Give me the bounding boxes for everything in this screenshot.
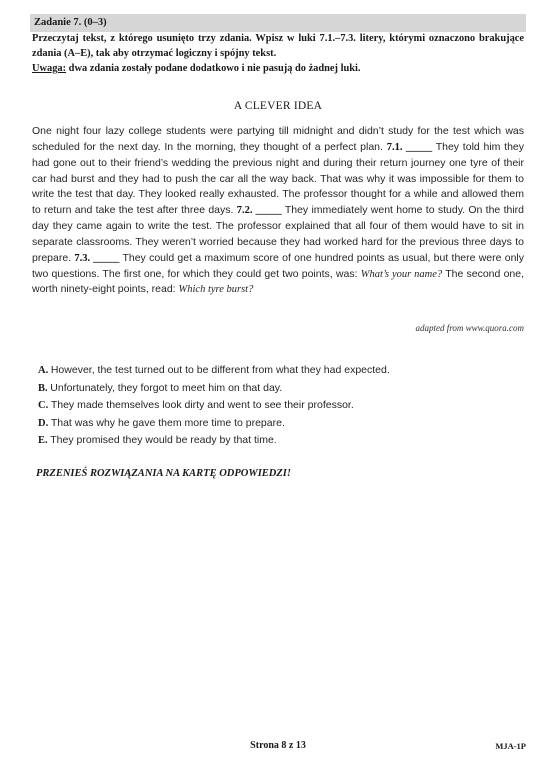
text-segment: The second one, worth ninety-eight points, read: — [32, 267, 524, 296]
option-letter: B. — [38, 382, 48, 394]
gap-7-2[interactable]: 7.2. _____ — [236, 205, 282, 217]
option-letter: E. — [38, 435, 48, 446]
instruction-text: Przeczytaj tekst, z którego usunięto trzy zdania. Wpisz w luki 7.1.–7.3. litery, którymi oznaczono brakujące zdania (A–E), tak aby otrzymać logiczny i spójny tekst. — [32, 33, 524, 59]
note-label: Uwaga: — [32, 63, 67, 74]
option-a — [38, 362, 518, 380]
text-segment: One night four lazy college students were partying till midnight and didn’t study for the test which was scheduled for the next day. In the morning, they thought of a perfect plan. — [32, 125, 524, 153]
option-text: They made themselves look dirty and went to see their professor. — [50, 399, 354, 411]
option-text: They promised they would be ready by that time. — [50, 434, 277, 446]
task-instructions — [32, 31, 524, 76]
article-body — [32, 124, 524, 298]
article-title: A CLEVER IDEA — [233, 100, 323, 112]
question-one: What’s your name? — [360, 268, 443, 280]
page-number: Strona 8 z 13 — [250, 740, 306, 751]
exam-code: MJA-1P — [495, 741, 526, 751]
option-letter: D. — [38, 417, 49, 429]
task-header — [30, 14, 526, 32]
transfer-note: PRZENIEŚ ROZWIĄZANIA NA KARTĘ ODPOWIEDZI! — [36, 468, 291, 479]
task-number: Zadanie 7. (0–3) — [34, 17, 107, 28]
options-list — [38, 362, 518, 450]
option-d — [38, 415, 518, 433]
gap-7-3[interactable]: 7.3. _____ — [74, 252, 120, 264]
option-b — [38, 380, 518, 398]
question-two: Which tyre burst? — [178, 284, 254, 296]
source-credit: adapted from www.quora.com — [415, 323, 524, 333]
text-segment: They immediately went home to study. On the third day they came again to write the test. The professor explained that all four of them would have to sit in separate classrooms. They weren’t worried because they had worked hard for the previous three days to prepare. — [32, 204, 524, 264]
text-segment: They could get a maximum score of one hundred points as usual, but there were only two questions. The first one, for which they could get two points, was: — [32, 251, 525, 280]
option-e — [38, 432, 518, 450]
option-text: Unfortunately, they forgot to meet him on that day. — [50, 381, 283, 394]
text-segment: They told him they had gone out to their friend’s wedding the previous night and during their return journey one tyre of their car had burst and they had to push the car all the way back. That was why it was impossible for them to write the test that day. They looked really exhausted. The professor thought for a while and allowed them to return and take the test after three days. — [32, 140, 525, 217]
option-text: However, the test turned out to be different from what they had expected. — [50, 364, 390, 376]
option-c — [38, 397, 518, 415]
gap-7-1[interactable]: 7.1. _____ — [386, 141, 433, 153]
option-letter: A. — [38, 365, 49, 376]
note-text: dwa zdania zostały podane dodatkowo i nie pasują do żadnej luki. — [66, 63, 361, 74]
option-text: That was why he gave them more time to prepare. — [50, 416, 285, 429]
option-letter: C. — [38, 400, 49, 411]
